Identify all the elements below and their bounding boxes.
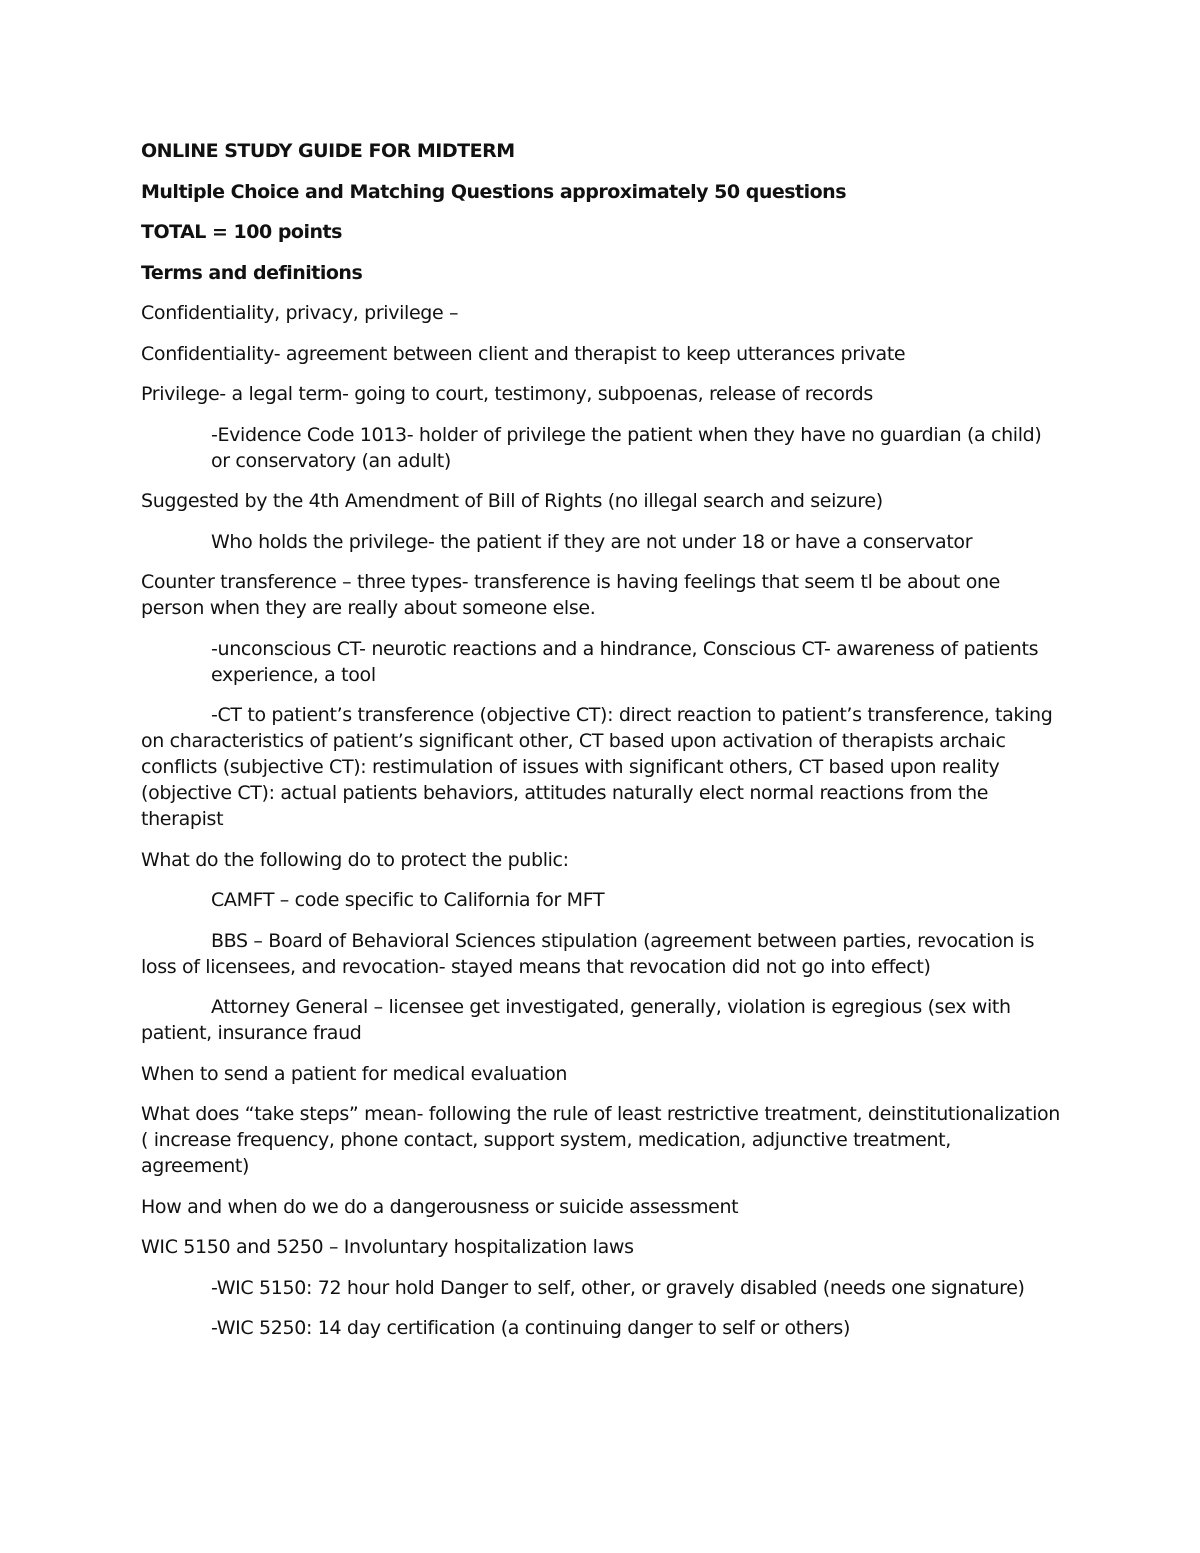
document-page	[141, 138, 1061, 1356]
paragraph-bbs: BBS – Board of Behavioral Sciences stipulation (agreement between parties, revocation is loss of licensees, and revocation- stayed means that revocation did not go into effect)	[141, 929, 1035, 978]
paragraph-privilege: Privilege- a legal term- going to court, testimony, subpoenas, release of records	[141, 383, 873, 405]
paragraph-wic-laws: WIC 5150 and 5250 – Involuntary hospitalization laws	[141, 1236, 634, 1258]
paragraph-who-holds-privilege: Who holds the privilege- the patient if they are not under 18 or have a conservator	[211, 530, 973, 553]
paragraph-camft: CAMFT – code specific to California for MFT	[211, 889, 605, 911]
paragraph-wic-5150: -WIC 5150: 72 hour hold Danger to self, other, or gravely disabled (needs one signature)	[211, 1276, 1025, 1299]
paragraph-4th-amendment: Suggested by the 4th Amendment of Bill of Rights (no illegal search and seizure)	[141, 490, 883, 512]
paragraph-evidence-code: -Evidence Code 1013- holder of privilege the patient when they have no guardian (a child) or conservatory (an adult)	[211, 423, 1042, 472]
paragraph-terms: Confidentiality, privacy, privilege –	[141, 302, 459, 324]
paragraph-wic-5250: -WIC 5250: 14 day certification (a continuing danger to self or others)	[211, 1317, 851, 1339]
paragraph-counter-transference: Counter transference – three types- transference is having feelings that seem tl be about one person when they are really about someone else.	[141, 571, 1001, 619]
paragraph-unconscious-ct: -unconscious CT- neurotic reactions and a hindrance, Conscious CT- awareness of patients experience, a tool	[211, 637, 1039, 686]
paragraph-attorney-general: Attorney General – licensee get investigated, generally, violation is egregious (sex with patient, insurance fraud	[141, 996, 1011, 1044]
document-subtitle: Multiple Choice and Matching Questions approximately 50 questions	[141, 180, 847, 203]
paragraph-confidentiality: Confidentiality- agreement between client and therapist to keep utterances private	[141, 342, 906, 365]
paragraph-ct-transference: -CT to patient’s transference (objective CT): direct reaction to patient’s transference, taking on characteristics of patient’s significant other, CT based upon activation of therapists archaic conflicts (subjective CT): restimulation of issues with significant others, CT based upon reality (objective CT): actual patients behaviors, attitudes naturally elect normal reactions from the therapist	[141, 704, 1053, 830]
paragraph-take-steps: What does “take steps” mean- following the rule of least restrictive treatment, deinstitutionalization ( increase frequency, phone contact, support system, medication, adjunctive treatment, agreement)	[141, 1103, 1060, 1177]
document-title: ONLINE STUDY GUIDE FOR MIDTERM	[141, 140, 515, 162]
paragraph-protect-public: What do the following do to protect the public:	[141, 848, 569, 871]
total-points: TOTAL = 100 points	[141, 221, 342, 243]
paragraph-medical-evaluation: When to send a patient for medical evaluation	[141, 1062, 568, 1085]
paragraph-dangerousness-assessment: How and when do we do a dangerousness or suicide assessment	[141, 1195, 739, 1218]
section-heading: Terms and definitions	[141, 261, 363, 284]
